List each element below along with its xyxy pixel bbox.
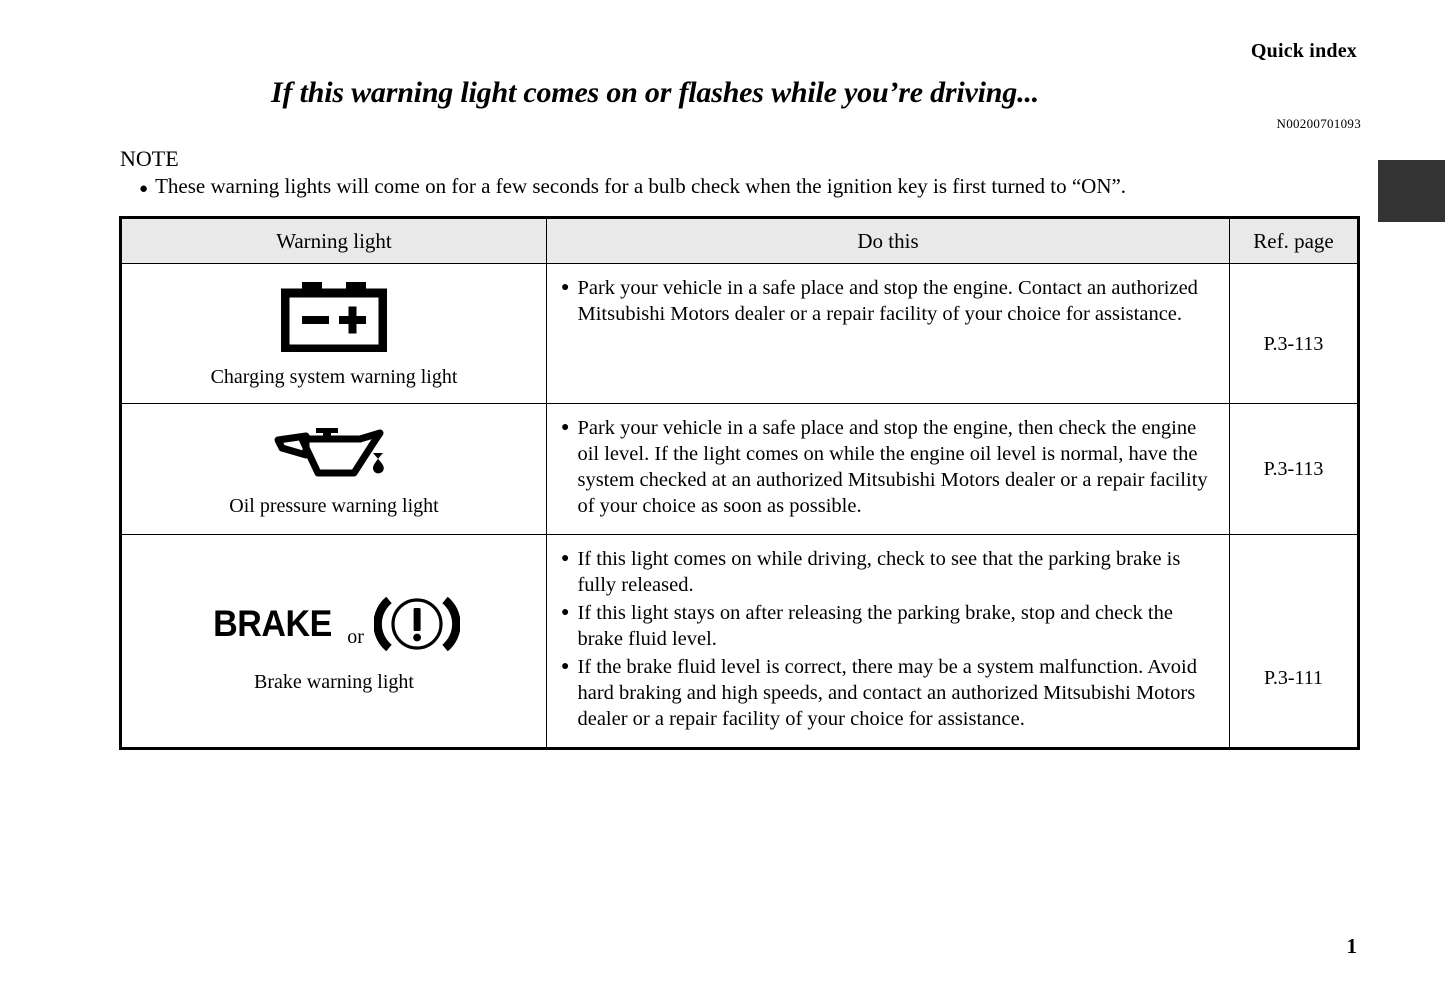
do-list-item <box>561 415 1219 519</box>
warning-light-label: Brake warning light <box>254 670 414 693</box>
warning-light-cell-charging <box>122 264 547 404</box>
do-item-text: If the brake fluid level is correct, there may be a system malfunction. Avoid hard braking and high speeds, and contact an authorized Mitsubishi Motors dealer or a repair facility of your choice for assistance. <box>577 656 1198 730</box>
page-number: 1 <box>1346 934 1357 958</box>
warning-light-label: Charging system warning light <box>210 366 458 388</box>
bullet-icon: ● <box>561 659 570 674</box>
battery-icon <box>281 280 387 352</box>
quick-index-header: Quick index <box>1250 40 1357 62</box>
do-list-item <box>561 275 1219 327</box>
warning-light-cell-brake <box>122 535 547 748</box>
do-item-text: If this light stays on after releasing the parking brake, stop and check the brake fluid level. <box>577 602 1173 650</box>
do-this-cell-brake <box>547 535 1230 748</box>
page-title: If this warning light comes on or flashes while you’re driving... <box>271 76 1039 109</box>
brake-word-label: BRAKE <box>213 602 333 644</box>
ref-page-cell[interactable]: P.3-111 <box>1230 535 1358 748</box>
note-block <box>120 146 1300 199</box>
bullet-icon: ● <box>561 420 570 435</box>
warning-light-label: Oil pressure warning light <box>229 494 439 517</box>
table-row <box>122 535 1358 748</box>
edge-tab-marker <box>1378 160 1445 222</box>
note-item-text: These warning lights will come on for a few seconds for a bulb check when the ignition key is first turned to “ON”. <box>155 174 1127 198</box>
bullet-icon: ● <box>561 605 570 620</box>
bullet-icon: ● <box>561 551 570 566</box>
do-item-text: Park your vehicle in a safe place and stop the engine, then check the engine oil level. If the light comes on while the engine oil level is normal, have the system checked at an authorized Mitsubishi Motors dealer or a repair facility of your choice as soon as possible. <box>577 417 1208 517</box>
do-item-text: If this light comes on while driving, check to see that the parking brake is fully released. <box>577 548 1181 596</box>
table-row <box>122 404 1358 535</box>
do-list-item <box>561 600 1219 652</box>
table-header-row <box>122 219 1358 264</box>
brake-or-label: or <box>347 625 364 648</box>
do-list-item <box>561 546 1219 598</box>
brake-warning-icon <box>374 593 460 655</box>
document-code: N00200701093 <box>1276 116 1361 131</box>
warning-light-table <box>121 218 1358 748</box>
brake-symbol-group <box>128 591 540 657</box>
table-row <box>122 264 1358 404</box>
bullet-icon: ● <box>561 280 570 295</box>
do-list-item <box>561 654 1219 732</box>
warning-light-cell-oil <box>122 404 547 535</box>
do-this-cell-oil <box>547 404 1230 535</box>
do-this-cell-charging <box>547 264 1230 404</box>
note-heading: NOTE <box>120 146 179 171</box>
note-list-item <box>139 174 1300 199</box>
oil-can-icon <box>272 423 396 481</box>
ref-page-cell[interactable]: P.3-113 <box>1230 264 1358 404</box>
column-header-do-this: Do this <box>547 219 1230 264</box>
ref-page-cell[interactable]: P.3-113 <box>1230 404 1358 535</box>
column-header-warning-light: Warning light <box>122 219 547 264</box>
column-header-ref-page: Ref. page <box>1230 219 1358 264</box>
bullet-icon: ● <box>139 181 149 197</box>
do-item-text: Park your vehicle in a safe place and stop the engine. Contact an authorized Mitsubishi Motors dealer or a repair facility of your choice for assistance. <box>577 277 1198 325</box>
